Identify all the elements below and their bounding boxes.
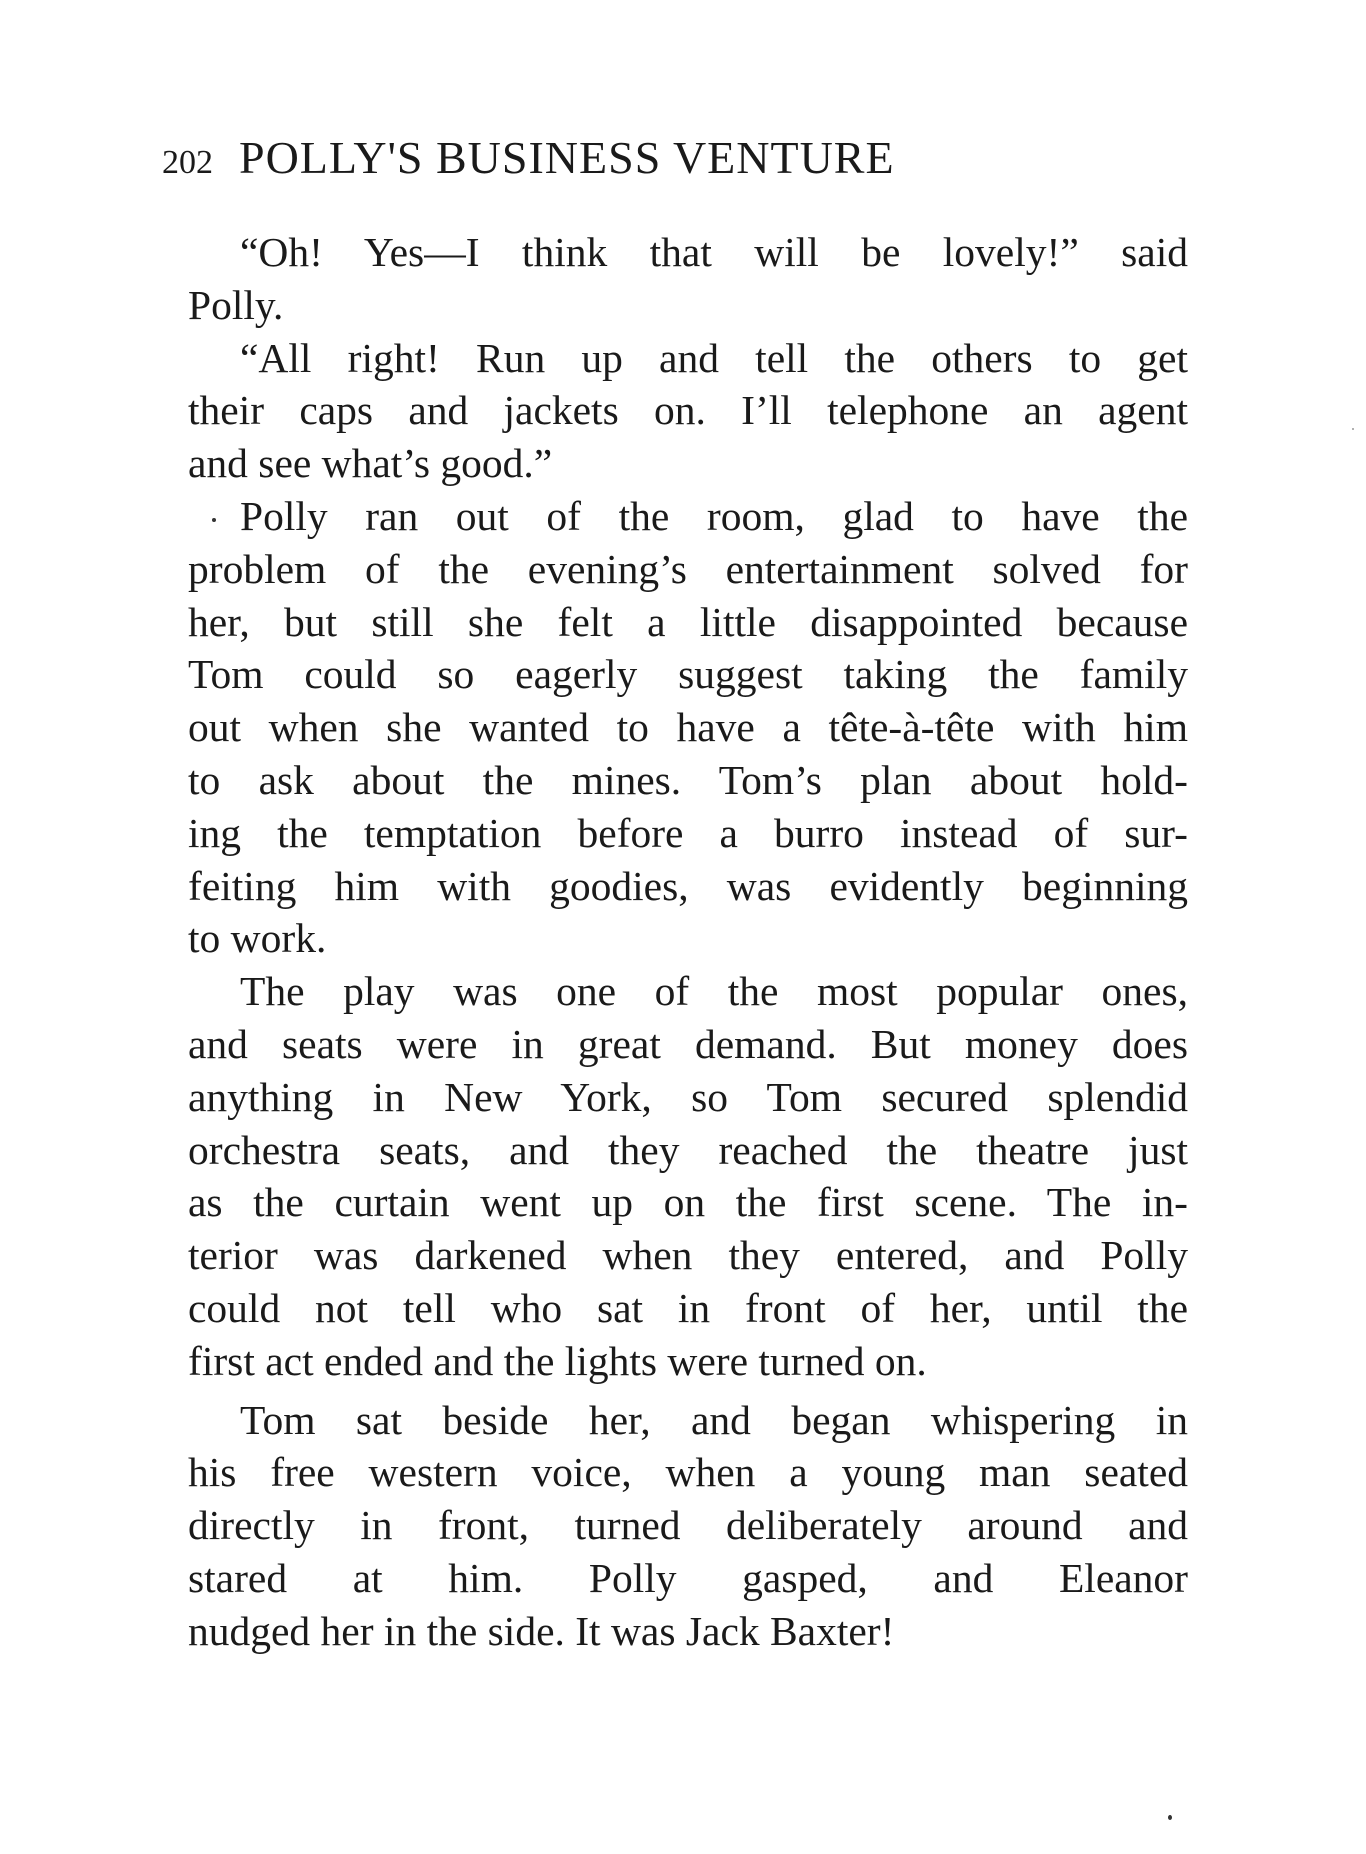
text-line: to ask about the mines. Tom’s plan about hold- bbox=[188, 756, 1188, 803]
text-line: to work. bbox=[188, 915, 327, 962]
text-line: his free western voice, when a young man seated bbox=[188, 1449, 1188, 1496]
scan-speck bbox=[1352, 428, 1354, 430]
text-line: and seats were in great demand. But money does bbox=[188, 1020, 1188, 1067]
text-line: terior was darkened when they entered, and Polly bbox=[188, 1232, 1188, 1279]
text-line: ing the temptation before a burro instead of sur- bbox=[188, 809, 1188, 856]
running-head bbox=[162, 128, 1082, 188]
text-line: feiting him with goodies, was evidently beginning bbox=[188, 862, 1188, 909]
text-line: as the curtain went up on the first scene. The in- bbox=[188, 1179, 1188, 1226]
text-line: Tom could so eagerly suggest taking the family bbox=[188, 651, 1188, 698]
text-line: Polly ran out of the room, glad to have the bbox=[240, 492, 1188, 539]
text-line: Tom sat beside her, and began whispering in bbox=[240, 1396, 1188, 1443]
scan-speck bbox=[1168, 1815, 1172, 1820]
text-line: nudged her in the side. It was Jack Baxter! bbox=[188, 1607, 895, 1654]
text-line: and see what’s good.” bbox=[188, 440, 553, 487]
page-number: 202 bbox=[162, 144, 213, 181]
text-line: “Oh! Yes—I think that will be lovely!” said bbox=[240, 229, 1188, 275]
text-line: stared at him. Polly gasped, and Eleanor bbox=[188, 1554, 1188, 1601]
text-line: The play was one of the most popular ones, bbox=[240, 968, 1188, 1015]
text-line: directly in front, turned deliberately around and bbox=[188, 1502, 1188, 1549]
text-line: her, but still she felt a little disappointed because bbox=[188, 598, 1188, 645]
text-line: “All right! Run up and tell the others to get bbox=[240, 334, 1188, 381]
text-line: first act ended and the lights were turned on. bbox=[188, 1337, 927, 1384]
text-line: orchestra seats, and they reached the theatre just bbox=[188, 1126, 1188, 1173]
body-text bbox=[188, 226, 1188, 1658]
text-line: their caps and jackets on. I’ll telephone an agent bbox=[188, 387, 1188, 434]
scan-speck bbox=[212, 518, 216, 522]
text-line: out when she wanted to have a tête-à-tête with him bbox=[188, 704, 1188, 751]
text-line: anything in New York, so Tom secured splendid bbox=[188, 1073, 1188, 1120]
text-line: Polly. bbox=[188, 281, 284, 328]
text-line: problem of the evening’s entertainment solved for bbox=[188, 545, 1188, 592]
text-line: could not tell who sat in front of her, until the bbox=[188, 1284, 1188, 1331]
book-title: POLLY'S BUSINESS VENTURE bbox=[239, 132, 895, 183]
